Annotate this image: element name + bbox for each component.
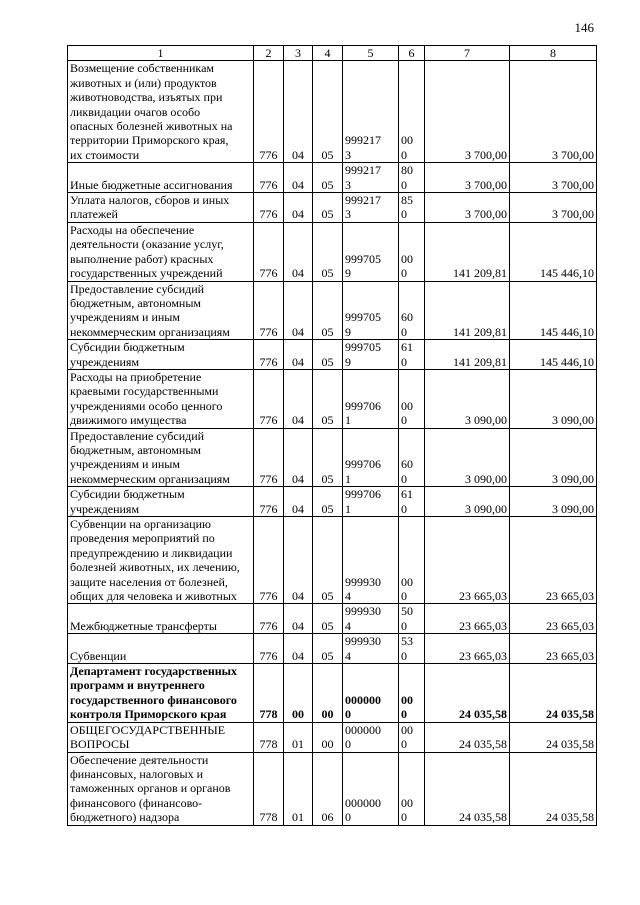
target-article-code: 999705 9	[343, 340, 399, 370]
target-article-code: 000000 0	[343, 722, 399, 752]
target-article-code: 999217 3	[343, 61, 399, 163]
item-name: Расходы на обеспечение деятельности (оказание услуг, выполнение работ) красных государственных учреждений	[68, 222, 254, 281]
section-code: 01	[284, 722, 313, 752]
section-code: 04	[284, 281, 313, 340]
table-row	[68, 61, 597, 163]
table-row	[68, 487, 597, 517]
subsection-code: 05	[313, 634, 343, 664]
expense-type-code: 60 0	[399, 281, 425, 340]
table-row	[68, 369, 597, 428]
amount-year-1: 3 700,00	[425, 61, 510, 163]
amount-year-2: 3 700,00	[510, 193, 597, 223]
subsection-code: 06	[313, 752, 343, 825]
admin-code: 776	[254, 281, 284, 340]
target-article-code: 999706 1	[343, 428, 399, 487]
subsection-code: 05	[313, 517, 343, 604]
table-body	[68, 61, 597, 825]
expense-type-code: 50 0	[399, 604, 425, 634]
subsection-code: 05	[313, 61, 343, 163]
column-header: 4	[313, 46, 343, 61]
target-article-code: 999930 4	[343, 634, 399, 664]
expense-type-code: 80 0	[399, 163, 425, 193]
column-header: 8	[510, 46, 597, 61]
section-code: 04	[284, 222, 313, 281]
amount-year-2: 3 090,00	[510, 428, 597, 487]
expense-type-code: 00 0	[399, 517, 425, 604]
column-header: 7	[425, 46, 510, 61]
admin-code: 778	[254, 664, 284, 723]
admin-code: 776	[254, 428, 284, 487]
expense-type-code: 85 0	[399, 193, 425, 223]
section-code: 04	[284, 604, 313, 634]
subsection-code: 05	[313, 340, 343, 370]
table-row	[68, 340, 597, 370]
amount-year-1: 24 035,58	[425, 664, 510, 723]
expense-type-code: 00 0	[399, 222, 425, 281]
column-header: 2	[254, 46, 284, 61]
admin-code: 776	[254, 340, 284, 370]
admin-code: 778	[254, 752, 284, 825]
amount-year-2: 3 090,00	[510, 369, 597, 428]
admin-code: 776	[254, 193, 284, 223]
amount-year-1: 23 665,03	[425, 634, 510, 664]
expense-type-code: 60 0	[399, 428, 425, 487]
item-name: Обеспечение деятельности финансовых, налоговых и таможенных органов и органов финансового (финансово- бюджетного) надзора	[68, 752, 254, 825]
item-name: Субвенции на организацию проведения мероприятий по предупреждению и ликвидации болезней животных, их лечению, защите населения от болезней, общих для человека и животных	[68, 517, 254, 604]
target-article-code: 999217 3	[343, 193, 399, 223]
column-header: 1	[68, 46, 254, 61]
admin-code: 776	[254, 61, 284, 163]
item-name: Субвенции	[68, 634, 254, 664]
section-code: 04	[284, 634, 313, 664]
amount-year-2: 3 700,00	[510, 61, 597, 163]
subsection-code: 05	[313, 487, 343, 517]
target-article-code: 000000 0	[343, 752, 399, 825]
page-number: 146	[574, 20, 594, 35]
amount-year-2: 3 700,00	[510, 163, 597, 193]
item-name: Субсидии бюджетным учреждениям	[68, 340, 254, 370]
amount-year-1: 3 700,00	[425, 163, 510, 193]
section-code: 04	[284, 428, 313, 487]
column-header: 3	[284, 46, 313, 61]
expense-type-code: 61 0	[399, 340, 425, 370]
section-code: 04	[284, 193, 313, 223]
section-code: 01	[284, 752, 313, 825]
amount-year-1: 141 209,81	[425, 281, 510, 340]
budget-table	[67, 45, 597, 826]
admin-code: 776	[254, 369, 284, 428]
item-name: Возмещение собственникам животных и (или) продуктов животноводства, изъятых при ликвидации очагов особо опасных болезней животных на территории Приморского края, их стоимости	[68, 61, 254, 163]
item-name: Предоставление субсидий бюджетным, автономным учреждениям и иным некоммерческим организациям	[68, 428, 254, 487]
amount-year-1: 23 665,03	[425, 604, 510, 634]
subsection-code: 05	[313, 428, 343, 487]
subsection-code: 05	[313, 163, 343, 193]
table-header-row	[68, 46, 597, 61]
subsection-code: 05	[313, 193, 343, 223]
subsection-code: 00	[313, 664, 343, 723]
item-name: Субсидии бюджетным учреждениям	[68, 487, 254, 517]
item-name: Иные бюджетные ассигнования	[68, 163, 254, 193]
expense-type-code: 61 0	[399, 487, 425, 517]
item-name: Межбюджетные трансферты	[68, 604, 254, 634]
amount-year-2: 145 446,10	[510, 340, 597, 370]
admin-code: 776	[254, 517, 284, 604]
expense-type-code: 00 0	[399, 369, 425, 428]
table-row	[68, 222, 597, 281]
target-article-code: 999706 1	[343, 487, 399, 517]
admin-code: 776	[254, 163, 284, 193]
target-article-code: 000000 0	[343, 664, 399, 723]
section-code: 04	[284, 61, 313, 163]
item-name: Предоставление субсидий бюджетным, автономным учреждениям и иным некоммерческим организациям	[68, 281, 254, 340]
admin-code: 776	[254, 487, 284, 517]
amount-year-1: 3 700,00	[425, 193, 510, 223]
table-row	[68, 722, 597, 752]
target-article-code: 999930 4	[343, 517, 399, 604]
table-row	[68, 604, 597, 634]
amount-year-1: 141 209,81	[425, 340, 510, 370]
admin-code: 776	[254, 634, 284, 664]
item-name: Расходы на приобретение краевыми государственными учреждениями особо ценного движимого имущества	[68, 369, 254, 428]
table-row	[68, 634, 597, 664]
table-row	[68, 517, 597, 604]
target-article-code: 999706 1	[343, 369, 399, 428]
admin-code: 778	[254, 722, 284, 752]
subsection-code: 05	[313, 222, 343, 281]
section-code: 04	[284, 369, 313, 428]
expense-type-code: 00 0	[399, 61, 425, 163]
amount-year-2: 145 446,10	[510, 222, 597, 281]
amount-year-1: 24 035,58	[425, 722, 510, 752]
subsection-code: 00	[313, 722, 343, 752]
column-header: 5	[343, 46, 399, 61]
subsection-code: 05	[313, 369, 343, 428]
section-code: 00	[284, 664, 313, 723]
subsection-code: 05	[313, 281, 343, 340]
amount-year-1: 3 090,00	[425, 487, 510, 517]
section-code: 04	[284, 487, 313, 517]
target-article-code: 999705 9	[343, 281, 399, 340]
amount-year-1: 24 035,58	[425, 752, 510, 825]
amount-year-2: 3 090,00	[510, 487, 597, 517]
section-code: 04	[284, 517, 313, 604]
expense-type-code: 00 0	[399, 752, 425, 825]
table-row	[68, 752, 597, 825]
expense-type-code: 00 0	[399, 664, 425, 723]
amount-year-2: 23 665,03	[510, 634, 597, 664]
item-name: ОБЩЕГОСУДАРСТВЕННЫЕ ВОПРОСЫ	[68, 722, 254, 752]
amount-year-2: 24 035,58	[510, 722, 597, 752]
amount-year-2: 23 665,03	[510, 604, 597, 634]
admin-code: 776	[254, 604, 284, 634]
table-row	[68, 281, 597, 340]
amount-year-1: 3 090,00	[425, 369, 510, 428]
target-article-code: 999930 4	[343, 604, 399, 634]
table-row	[68, 428, 597, 487]
expense-type-code: 00 0	[399, 722, 425, 752]
amount-year-2: 24 035,58	[510, 664, 597, 723]
target-article-code: 999217 3	[343, 163, 399, 193]
admin-code: 776	[254, 222, 284, 281]
column-header: 6	[399, 46, 425, 61]
amount-year-2: 23 665,03	[510, 517, 597, 604]
section-code: 04	[284, 163, 313, 193]
amount-year-2: 24 035,58	[510, 752, 597, 825]
target-article-code: 999705 9	[343, 222, 399, 281]
table-row	[68, 163, 597, 193]
table-row	[68, 664, 597, 723]
expense-type-code: 53 0	[399, 634, 425, 664]
amount-year-1: 141 209,81	[425, 222, 510, 281]
amount-year-1: 23 665,03	[425, 517, 510, 604]
subsection-code: 05	[313, 604, 343, 634]
item-name: Уплата налогов, сборов и иных платежей	[68, 193, 254, 223]
section-code: 04	[284, 340, 313, 370]
table-row	[68, 193, 597, 223]
item-name: Департамент государственных программ и внутреннего государственного финансового контроля Приморского края	[68, 664, 254, 723]
amount-year-2: 145 446,10	[510, 281, 597, 340]
amount-year-1: 3 090,00	[425, 428, 510, 487]
